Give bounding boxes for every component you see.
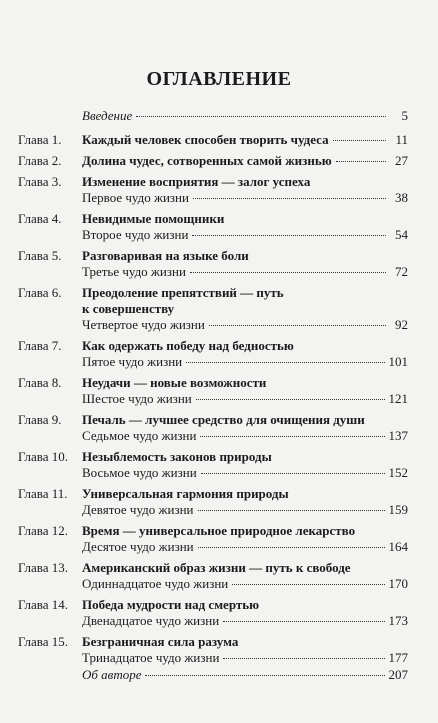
chapter-number: Глава 1. — [18, 132, 62, 147]
toc-entry-intro — [82, 108, 408, 124]
chapter-subtitle: Пятое чудо жизни — [82, 354, 183, 369]
dot-leader — [196, 399, 385, 400]
chapter-heading: Как одержать победу над бедностью — [82, 338, 294, 353]
chapter-heading: Печаль — лучшее средство для очищения души — [82, 412, 365, 427]
dot-leader — [198, 547, 385, 548]
page-number: 207 — [388, 667, 408, 682]
page-number: 159 — [388, 502, 408, 517]
toc-entry-chapter-4 — [82, 227, 408, 243]
chapter-subtitle: Девятое чудо жизни — [82, 502, 194, 517]
dot-leader — [198, 510, 385, 511]
toc-entry-chapter-6 — [82, 317, 408, 333]
page-number: 27 — [395, 153, 408, 168]
dot-leader — [145, 675, 384, 676]
chapter-number: Глава 10. — [18, 449, 69, 464]
chapter-number: Глава 5. — [18, 248, 62, 263]
toc-entry-chapter-14 — [82, 613, 408, 629]
chapter-number: Глава 13. — [18, 560, 69, 575]
chapter-heading-continued: к совершенству — [82, 301, 175, 316]
toc-entry-label: Введение — [82, 108, 133, 123]
chapter-heading: Разговаривая на языке боли — [82, 248, 249, 263]
toc-entry-chapter-11 — [82, 502, 408, 518]
toc-entry-chapter-10 — [82, 465, 408, 481]
dot-leader — [209, 325, 386, 326]
chapter-heading: Победа мудрости над смертью — [82, 597, 260, 612]
page-number: 164 — [388, 539, 408, 554]
chapter-heading: Универсальная гармония природы — [82, 486, 289, 501]
dot-leader — [200, 436, 384, 437]
chapter-number: Глава 2. — [18, 153, 62, 168]
toc-entry-chapter-9 — [82, 428, 408, 444]
dot-leader — [193, 198, 386, 199]
chapter-number: Глава 8. — [18, 375, 62, 390]
page-number: 152 — [388, 465, 408, 480]
page-number: 92 — [395, 317, 408, 332]
chapter-number: Глава 3. — [18, 174, 62, 189]
page-number: 11 — [395, 132, 408, 147]
page-number: 72 — [395, 264, 408, 279]
page-number: 54 — [395, 227, 408, 242]
chapter-subtitle: Шестое чудо жизни — [82, 391, 192, 406]
chapter-subtitle: Двенадцатое чудо жизни — [82, 613, 220, 628]
page-number: 38 — [395, 190, 408, 205]
chapter-subtitle: Седьмое чудо жизни — [82, 428, 197, 443]
chapter-heading: Американский образ жизни — путь к свободе — [82, 560, 351, 575]
toc-entry-chapter-8 — [82, 391, 408, 407]
dot-leader — [223, 658, 384, 659]
chapter-subtitle: Тринадцатое чудо жизни — [82, 650, 220, 665]
toc-entry-about-author — [82, 667, 408, 683]
dot-leader — [232, 584, 384, 585]
toc-entry-chapter-3 — [82, 190, 408, 206]
chapter-subtitle: Четвертое чудо жизни — [82, 317, 205, 332]
toc-entry-chapter-7 — [82, 354, 408, 370]
chapter-subtitle: Третье чудо жизни — [82, 264, 186, 279]
toc-entry-chapter-1 — [82, 132, 408, 148]
toc-entry-chapter-15 — [82, 650, 408, 666]
page-number: 101 — [388, 354, 408, 369]
chapter-number: Глава 6. — [18, 285, 62, 300]
page-number: 173 — [388, 613, 408, 628]
page-number: 5 — [401, 108, 408, 123]
dot-leader — [201, 473, 385, 474]
chapter-number: Глава 12. — [18, 523, 69, 538]
chapter-heading: Изменение восприятия — залог успеха — [82, 174, 311, 189]
toc-entry-label: Об авторе — [82, 667, 142, 682]
dot-leader — [336, 161, 386, 162]
chapter-number: Глава 4. — [18, 211, 62, 226]
chapter-subtitle: Десятое чудо жизни — [82, 539, 194, 554]
chapter-subtitle: Первое чудо жизни — [82, 190, 189, 205]
chapter-heading: Время — универсальное природное лекарство — [82, 523, 356, 538]
page-number: 137 — [388, 428, 408, 443]
chapter-heading: Неудачи — новые возможности — [82, 375, 267, 390]
toc-entry-chapter-13 — [82, 576, 408, 592]
chapter-number: Глава 14. — [18, 597, 69, 612]
dot-leader — [136, 116, 386, 117]
toc-entry-chapter-5 — [82, 264, 408, 280]
chapter-heading: Каждый человек способен творить чудеса — [82, 132, 329, 147]
page-number: 121 — [388, 391, 408, 406]
chapter-subtitle: Одиннадцатое чудо жизни — [82, 576, 229, 591]
chapter-heading: Незыблемость законов природы — [82, 449, 272, 464]
chapter-number: Глава 15. — [18, 634, 69, 649]
chapter-number: Глава 11. — [18, 486, 68, 501]
chapter-subtitle: Второе чудо жизни — [82, 227, 189, 242]
toc-entry-chapter-12 — [82, 539, 408, 555]
dot-leader — [190, 272, 386, 273]
dot-leader — [223, 621, 384, 622]
chapter-heading: Долина чудес, сотворенных самой жизнью — [82, 153, 332, 168]
chapter-subtitle: Восьмое чудо жизни — [82, 465, 197, 480]
chapter-number: Глава 9. — [18, 412, 62, 427]
chapter-heading: Преодоление препятствий — путь — [82, 285, 284, 300]
dot-leader — [186, 362, 384, 363]
page-number: 177 — [388, 650, 408, 665]
chapter-number: Глава 7. — [18, 338, 62, 353]
toc-title: ОГЛАВЛЕНИЕ — [146, 68, 292, 90]
page-number: 170 — [388, 576, 408, 591]
toc-entry-chapter-2 — [82, 153, 408, 169]
chapter-heading: Невидимые помощники — [82, 211, 225, 226]
dot-leader — [333, 140, 386, 141]
dot-leader — [192, 235, 386, 236]
chapter-heading: Безграничная сила разума — [82, 634, 239, 649]
